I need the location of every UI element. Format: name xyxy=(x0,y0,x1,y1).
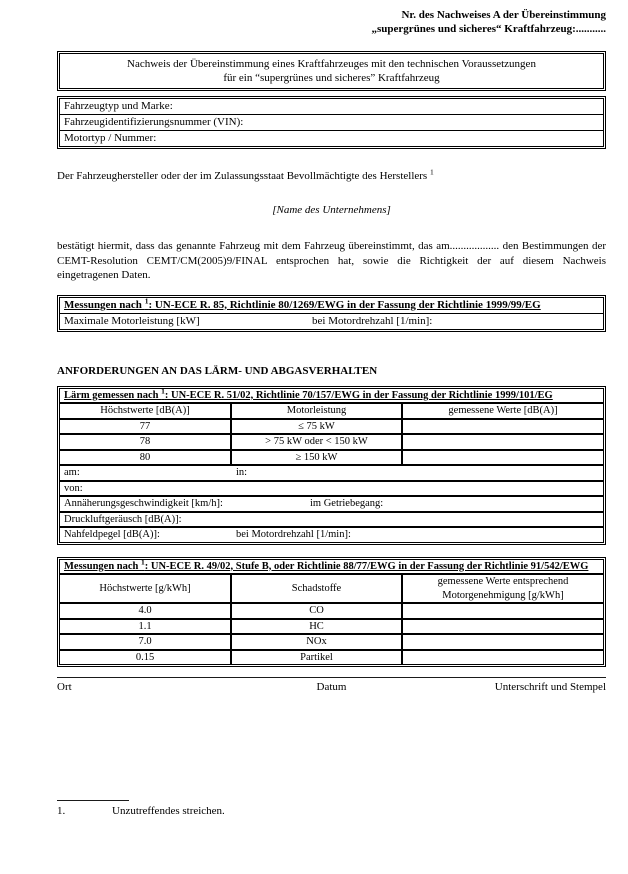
title-box xyxy=(57,51,606,91)
footnote-ref: 1 xyxy=(144,295,149,305)
date-place-row xyxy=(59,465,604,481)
limit-value: 7.0 xyxy=(59,634,231,650)
table-row xyxy=(59,481,604,497)
vehicle-type-label: Fahrzeugtyp und Marke: xyxy=(60,99,604,115)
at-rpm-label: bei Motordrehzahl [1/min]: xyxy=(312,314,433,327)
measured-value-cell xyxy=(402,634,604,650)
footnote xyxy=(57,805,606,817)
vin-label: Fahrzeugidentifizierungsnummer (VIN): xyxy=(60,115,604,131)
noise-table xyxy=(57,386,606,545)
engine-type-label: Motortyp / Nummer: xyxy=(60,131,604,147)
footnote-ref: 1 xyxy=(429,167,434,177)
limit-value: 77 xyxy=(59,419,231,435)
table-row xyxy=(59,419,604,435)
footnote-number: 1. xyxy=(57,805,66,817)
pollutant-name: Partikel xyxy=(231,650,402,666)
signature-stamp-label: Unterschrift und Stempel xyxy=(494,681,606,693)
near-field-row xyxy=(59,527,604,543)
table-row xyxy=(60,297,604,313)
company-name-placeholder: [Name des Unternehmens] xyxy=(272,204,391,216)
table-row xyxy=(60,313,604,329)
limit-value: 78 xyxy=(59,434,231,450)
table-row xyxy=(59,496,604,512)
emission-table xyxy=(57,557,606,668)
table-row xyxy=(59,574,604,603)
max-power-field xyxy=(60,313,604,329)
footnote-divider xyxy=(57,800,129,801)
table-row xyxy=(60,131,604,147)
power-range: ≥ 150 kW xyxy=(231,450,402,466)
emission-table-header-text: Messungen nach xyxy=(64,560,142,572)
signature-block xyxy=(57,677,606,699)
power-table-header-text: Messungen nach xyxy=(64,298,145,311)
column-header-pollutant: Schadstoffe xyxy=(231,574,402,603)
noise-table-header xyxy=(59,388,604,404)
certificate-number-line1: Nr. des Nachweises A der Übereinstimmung xyxy=(401,9,606,21)
manufacturer-statement-text: Der Fahrzeughersteller oder der im Zulassungsstaat Bevollmächtigte des Herstellers xyxy=(57,170,430,182)
table-row xyxy=(60,115,604,131)
measured-value-cell xyxy=(402,650,604,666)
limit-value: 0.15 xyxy=(59,650,231,666)
document-title-line1: Nachweis der Übereinstimmung eines Kraftfahrzeuges mit den technischen Voraussetzungen xyxy=(127,58,536,70)
certificate-number-line2: „supergrünes und sicheres“ Kraftfahrzeug:........... xyxy=(371,23,606,35)
table-row xyxy=(59,559,604,575)
rpm-label: bei Motordrehzahl [1/min]: xyxy=(236,529,351,540)
approach-speed-row xyxy=(59,496,604,512)
max-power-label: Maximale Motorleistung [kW] xyxy=(64,314,200,327)
table-row xyxy=(59,403,604,419)
in-label: in: xyxy=(236,467,248,478)
measured-value-cell xyxy=(402,419,604,435)
footnote-text: Unzutreffendes streichen. xyxy=(112,805,225,817)
column-header-limit: Höchstwerte [dB(A)] xyxy=(59,403,231,419)
gear-label: im Getriebegang: xyxy=(310,498,384,509)
certificate-number-header xyxy=(57,8,606,36)
section-heading: ANFORDERUNGEN AN DAS LÄRM- UND ABGASVERHALTEN xyxy=(57,364,378,377)
date-label: Datum xyxy=(316,681,347,693)
title-box-inner xyxy=(59,53,604,89)
air-brake-noise-row: Druckluftgeräusch [dB(A)]: xyxy=(59,512,604,528)
table-row xyxy=(59,465,604,481)
near-field-label: Nahfeldpegel [dB(A)]: xyxy=(64,529,160,540)
pollutant-name: NOx xyxy=(231,634,402,650)
table-row xyxy=(59,619,604,635)
am-label: am: xyxy=(64,467,80,478)
measured-value-cell xyxy=(402,603,604,619)
engine-power-table xyxy=(57,295,606,332)
footnote-block xyxy=(57,800,606,817)
table-row xyxy=(59,450,604,466)
power-table-header-rest: : UN-ECE R. 85, Richtlinie 80/1269/EWG in der Fassung der Richtlinie 1999/99/EG xyxy=(148,298,541,311)
von-row: von: xyxy=(59,481,604,497)
column-header-measured: gemessene Werte entsprechend Motorgenehmigung [g/kWh] xyxy=(402,574,604,603)
manufacturer-statement xyxy=(57,167,606,182)
pollutant-name: CO xyxy=(231,603,402,619)
noise-table-header-rest: : UN-ECE R. 51/02, Richtlinie 70/157/EWG in der Fassung der Richtlinie 1999/101/EG xyxy=(164,389,553,401)
column-header-measured: gemessene Werte [dB(A)] xyxy=(402,403,604,419)
table-row xyxy=(59,434,604,450)
limit-value: 80 xyxy=(59,450,231,466)
document-title-line2: für ein “supergrünes und sicheres” Kraftfahrzeug xyxy=(223,72,440,84)
noise-table-header-text: Lärm gemessen nach xyxy=(64,389,162,401)
table-row xyxy=(59,512,604,528)
confirmation-paragraph: bestätigt hiermit, dass das genannte Fahrzeug mit dem Fahrzeug übereinstimmt, das am.................. den Bestimmungen der CEMT-Resolution CEMT/CM(2005)9/FINAL entsprochen hat, sowie die Richtigkeit der auf diesem Nachweis eingetragenen Daten. xyxy=(57,240,606,281)
limit-value: 1.1 xyxy=(59,619,231,635)
table-row xyxy=(60,99,604,115)
table-row xyxy=(59,650,604,666)
footnote-ref: 1 xyxy=(161,386,165,395)
vehicle-id-table xyxy=(57,96,606,149)
column-header-limit: Höchstwerte [g/kWh] xyxy=(59,574,231,603)
approach-speed-label: Annäherungsgeschwindigkeit [km/h]: xyxy=(64,498,223,509)
measured-value-cell xyxy=(402,434,604,450)
emission-table-header xyxy=(59,559,604,575)
table-row xyxy=(59,527,604,543)
place-label: Ort xyxy=(57,681,72,693)
measured-value-cell xyxy=(402,450,604,466)
emission-table-header-rest: : UN-ECE R. 49/02, Stufe B, oder Richtlinie 88/77/EWG in der Fassung der Richtlinie 91/542/EWG xyxy=(144,560,589,572)
limit-value: 4.0 xyxy=(59,603,231,619)
power-range: > 75 kW oder < 150 kW xyxy=(231,434,402,450)
table-row xyxy=(59,603,604,619)
power-range: ≤ 75 kW xyxy=(231,419,402,435)
power-table-header xyxy=(60,297,604,313)
column-header-power: Motorleistung xyxy=(231,403,402,419)
table-row xyxy=(59,388,604,404)
measured-value-cell xyxy=(402,619,604,635)
pollutant-name: HC xyxy=(231,619,402,635)
table-row xyxy=(59,634,604,650)
footnote-ref: 1 xyxy=(141,557,145,566)
